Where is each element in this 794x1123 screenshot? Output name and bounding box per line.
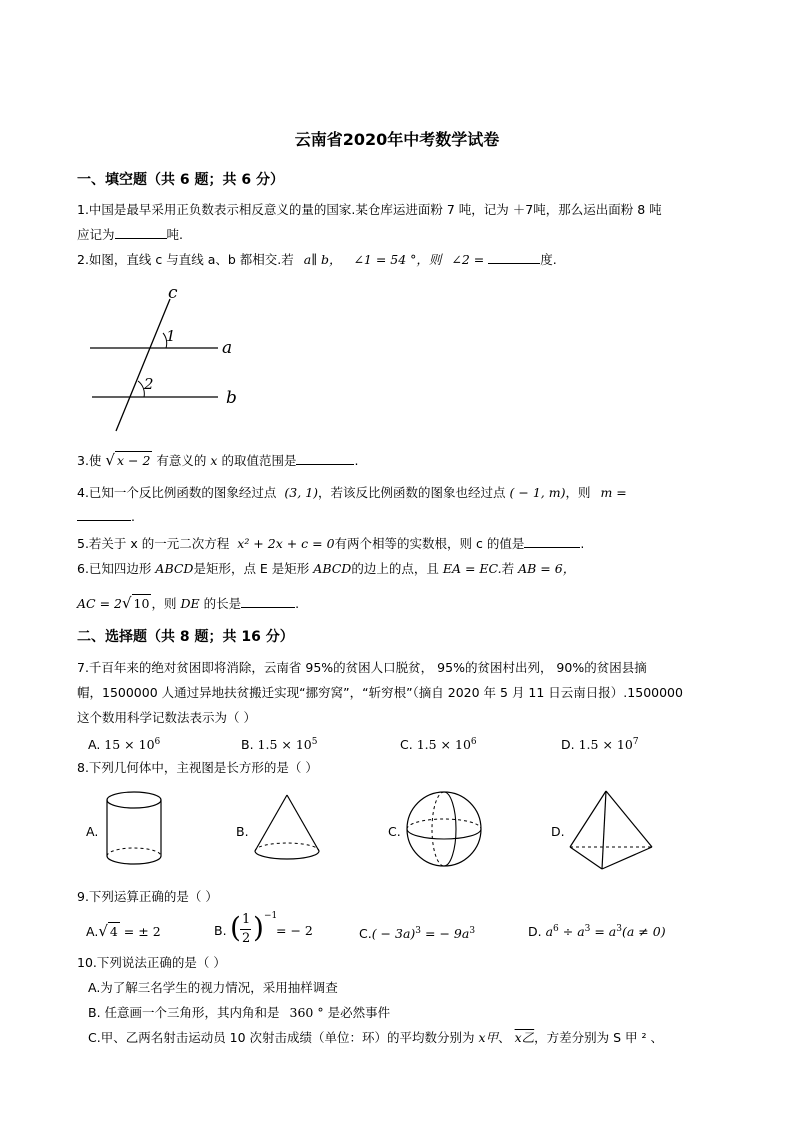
option-9a[interactable]	[86, 922, 161, 941]
section-heading-choice: 二、选择题（共 8 题；共 16 分）	[77, 629, 294, 645]
option-text: B. 任意画一个三角形，其内角和是	[88, 1005, 280, 1020]
question-5-equation: x² + 2x + c = 0	[237, 536, 335, 551]
fraction-numerator: 1	[242, 912, 251, 927]
question-6-abcd-1: ABCD	[155, 561, 194, 576]
pyramid-edge	[602, 847, 652, 869]
option-8a-label[interactable]: A.	[86, 824, 99, 839]
question-6-abcd-2: ABCD	[313, 561, 352, 576]
option-value: 1.5 × 10	[257, 737, 312, 753]
answer-blank[interactable]	[524, 535, 580, 548]
question-4-answer	[77, 508, 135, 526]
label-angle-1: 1	[166, 327, 176, 345]
option-7a[interactable]	[88, 733, 160, 754]
section-heading-fill-in: 一、填空题（共 6 题；共 6 分）	[77, 172, 284, 188]
question-1-post: 吨.	[166, 227, 183, 242]
option-label: D.	[561, 737, 575, 753]
sqrt-sign: √	[98, 922, 108, 940]
question-6-pre: 6.已知四边形	[77, 561, 152, 576]
question-8-stem: 8.下列几何体中，主视图是长方形的是（ ）	[77, 760, 318, 775]
option-9d[interactable]	[528, 920, 666, 941]
question-6-end: .	[295, 596, 300, 611]
question-2-post: 度.	[540, 252, 557, 267]
cone-figure[interactable]	[252, 793, 322, 865]
option-exponent: 7	[632, 737, 639, 747]
question-7-line-3: 这个数用科学记数法表示为（ ）	[77, 710, 256, 725]
option-value: = ± 2	[119, 924, 161, 939]
option-exponent: 3	[584, 924, 591, 934]
question-3-post: 的取值范围是	[221, 453, 297, 468]
option-label: A.	[88, 737, 101, 753]
option-exponent: 5	[311, 737, 318, 747]
option-10c[interactable]	[88, 1029, 663, 1047]
option-9c[interactable]	[359, 922, 475, 943]
option-label: A.	[86, 924, 99, 939]
option-10a[interactable]: A.为了解三名学生的视力情况，采用抽样调查	[88, 980, 338, 995]
option-text: ，方差分别为 S 甲 ² 、	[534, 1030, 664, 1045]
option-7d[interactable]	[561, 733, 639, 754]
label-c: c	[168, 283, 178, 303]
option-label: B.	[241, 737, 254, 753]
question-3-var: x	[210, 453, 218, 468]
question-2-angle1: ∠1 = 54 °，则	[353, 252, 442, 267]
option-label: D.	[528, 924, 542, 940]
option-text: 是必然事件	[327, 1005, 391, 1020]
cone-side-right	[287, 795, 319, 851]
option-value: = − 2	[276, 923, 313, 938]
question-4-mid: ，若该反比例函数的图象也经过点	[318, 485, 506, 500]
answer-blank[interactable]	[241, 595, 295, 608]
option-exponent: −1	[264, 911, 278, 921]
option-9b[interactable]	[214, 910, 313, 950]
option-exponent: 3	[469, 926, 476, 936]
sqrt-sign: √	[121, 594, 132, 612]
option-8c-label[interactable]: C.	[388, 824, 401, 839]
question-5-end: .	[580, 536, 585, 551]
question-6-de: DE	[180, 596, 200, 611]
option-8b-label[interactable]: B.	[236, 824, 249, 839]
question-4-point-1: (3, 1)	[284, 485, 319, 500]
question-1-line-1: 1.中国是最早采用正负数表示相反意义的量的国家.某仓库运进面粉 7 吨，记为 ＋7吨，那么运出面粉 8 吨	[77, 202, 662, 217]
question-2-cond: a∥ b，	[303, 252, 342, 267]
option-radicand: 4	[109, 924, 118, 939]
question-3	[77, 451, 358, 470]
label-a: a	[222, 338, 233, 358]
option-10b[interactable]	[88, 1004, 390, 1022]
question-7-line-1: 7.千百年来的绝对贫困即将消除，云南省 95%的贫困人口脱贫， 95%的贫困村出列， 90%的贫困县摘	[77, 660, 647, 675]
option-7c[interactable]	[400, 733, 477, 754]
question-9-stem: 9.下列运算正确的是（ ）	[77, 889, 218, 904]
mean-x-jia: x甲	[478, 1030, 499, 1045]
option-text: C.甲、乙两名射击运动员 10 次射击成绩（单位：环）的平均数分别为	[88, 1030, 475, 1045]
option-label: C.	[400, 737, 413, 753]
sphere-figure[interactable]	[404, 789, 484, 869]
question-7-line-2: 帽，1500000 人通过异地扶贫搬迁实现“挪穷窝”，“斩穷根”（摘自 2020 年 5 月 11 日云南日报）.1500000	[77, 685, 683, 700]
label-angle-2: 2	[144, 375, 154, 393]
pyramid-edge	[570, 791, 606, 847]
sqrt-sign: √	[105, 451, 115, 469]
option-value: = − 9a	[421, 926, 470, 942]
question-6-eq3: AC = 2	[77, 596, 122, 611]
option-value: ( − 3a)	[371, 926, 416, 942]
question-6-eq2: AB = 6，	[518, 561, 576, 576]
answer-blank[interactable]	[77, 508, 131, 521]
option-value: ÷ a	[558, 924, 585, 940]
question-4-post: ，则	[565, 485, 591, 500]
option-value: 1.5 × 10	[416, 737, 471, 753]
right-paren: )	[253, 911, 264, 944]
pyramid-edge	[602, 791, 606, 869]
cylinder-bottom-front	[107, 856, 161, 864]
question-5-post: 有两个相等的实数根，则 c 的值是	[334, 536, 525, 551]
pyramid-edge	[570, 847, 602, 869]
question-3-radicand: x − 2	[116, 453, 151, 468]
option-exponent: 6	[553, 924, 559, 934]
question-4-end: .	[131, 509, 135, 524]
pyramid-edge	[606, 791, 652, 847]
label-b: b	[226, 388, 237, 408]
answer-blank[interactable]	[296, 452, 354, 465]
question-4	[77, 484, 627, 502]
question-3-pre: 3.使	[77, 453, 102, 468]
question-3-end: .	[354, 453, 359, 468]
question-5	[77, 535, 584, 553]
line-c	[116, 299, 170, 431]
option-8d-label[interactable]: D.	[551, 824, 565, 839]
question-6-eq1: EA = EC.	[442, 561, 502, 576]
option-value: (a ≠ 0)	[622, 924, 666, 940]
answer-blank[interactable]	[488, 251, 540, 264]
fraction-denominator: 2	[242, 931, 251, 946]
mean-x-yi: x乙	[514, 1030, 535, 1045]
question-6-mid2: 的边上的点，且	[351, 561, 439, 576]
question-6-mid3: 若	[501, 561, 515, 576]
question-6-line-1	[77, 560, 575, 578]
sphere-meridian-front	[444, 792, 456, 866]
question-2	[77, 251, 557, 269]
cone-base-front	[255, 851, 319, 859]
cylinder-figure[interactable]	[104, 790, 166, 868]
option-exponent: 3	[415, 926, 422, 936]
option-value: = a	[590, 924, 617, 940]
sphere-equator-front	[407, 829, 481, 839]
option-value: a	[545, 924, 554, 940]
question-6-radicand: 10	[133, 596, 150, 611]
question-2-angle2: ∠2 =	[451, 252, 485, 267]
question-5-pre: 5.若关于 x 的一元二次方程	[77, 536, 230, 551]
option-value: 360 °	[289, 1005, 324, 1020]
question-6-mid4: ，则	[151, 596, 177, 611]
sphere-meridian-back	[432, 792, 444, 866]
cone-side-left	[255, 795, 287, 851]
parallel-lines-figure	[80, 283, 250, 433]
sphere-equator-back	[407, 819, 481, 829]
left-paren: (	[230, 911, 241, 944]
option-value: 1.5 × 10	[578, 737, 633, 753]
question-6-line-2	[77, 594, 299, 613]
question-6-post: 的长是	[203, 596, 242, 611]
question-1-line-2	[77, 226, 183, 244]
question-4-m: m =	[600, 485, 627, 500]
option-label: B.	[214, 923, 227, 938]
question-1-pre: 应记为	[77, 227, 115, 242]
answer-blank[interactable]	[115, 226, 167, 239]
question-6-mid1: 是矩形，点 E 是矩形	[193, 561, 310, 576]
pyramid-figure[interactable]	[566, 789, 656, 873]
cone-base-back	[255, 843, 319, 851]
sphere-outline	[407, 792, 481, 866]
option-exponent: 6	[154, 737, 161, 747]
cylinder-bottom-back	[107, 848, 161, 856]
option-value: 15 × 10	[104, 737, 155, 753]
question-3-mid: 有意义的	[156, 453, 207, 468]
option-text: 、	[498, 1030, 511, 1045]
option-exponent: 3	[616, 924, 622, 934]
question-10-stem: 10.下列说法正确的是（ ）	[77, 955, 226, 970]
option-exponent: 6	[470, 737, 477, 747]
question-4-pre: 4.已知一个反比例函数的图象经过点	[77, 485, 277, 500]
cylinder-top	[107, 792, 161, 808]
page-title: 云南省2020年中考数学试卷	[294, 130, 500, 149]
option-label: C.	[359, 926, 372, 942]
question-4-point-2: ( − 1, m)	[509, 485, 566, 500]
question-2-pre: 2.如图，直线 c 与直线 a、b 都相交.若	[77, 252, 294, 267]
option-7b[interactable]	[241, 733, 318, 754]
